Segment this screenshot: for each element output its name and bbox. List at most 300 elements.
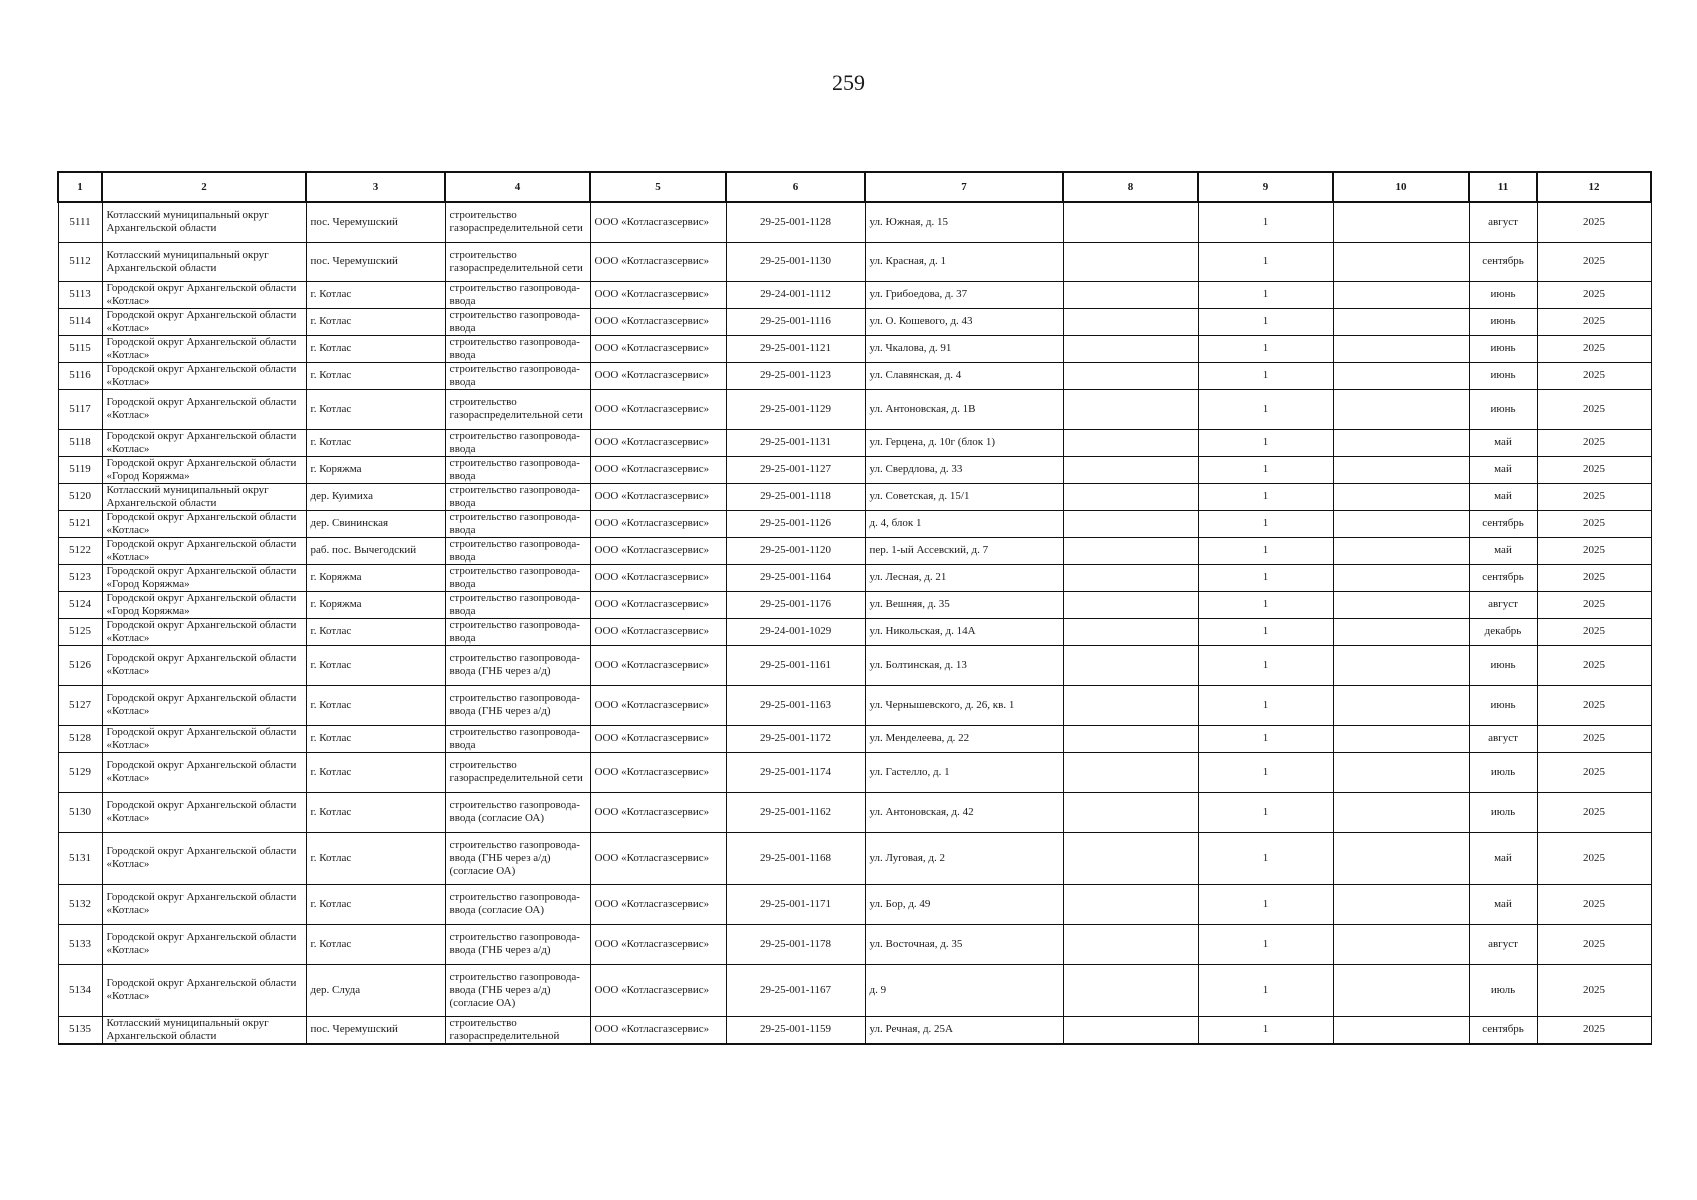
year-cell: 2025	[1537, 1016, 1651, 1044]
month-cell: июнь	[1469, 281, 1537, 308]
organization-cell: ООО «Котласгазсервис»	[590, 202, 726, 242]
row-number: 5134	[58, 964, 102, 1016]
row-number: 5125	[58, 618, 102, 645]
column-10-cell	[1333, 308, 1469, 335]
column-10-cell	[1333, 685, 1469, 725]
column-8-cell	[1063, 964, 1198, 1016]
municipality-cell: Городской округ Архангельской области «Котлас»	[102, 510, 306, 537]
column-8-cell	[1063, 792, 1198, 832]
column-10-cell	[1333, 281, 1469, 308]
month-cell: декабрь	[1469, 618, 1537, 645]
municipality-cell: Котласский муниципальный округ Архангельской области	[102, 483, 306, 510]
column-8-cell	[1063, 429, 1198, 456]
column-8-cell	[1063, 456, 1198, 483]
municipality-cell: Котласский муниципальный округ Архангельской области	[102, 242, 306, 281]
column-10-cell	[1333, 725, 1469, 752]
year-cell: 2025	[1537, 335, 1651, 362]
object-code-cell: 29-25-001-1128	[726, 202, 865, 242]
column-10-cell	[1333, 618, 1469, 645]
month-cell: июнь	[1469, 645, 1537, 685]
row-number: 5112	[58, 242, 102, 281]
column-10-cell	[1333, 645, 1469, 685]
object-code-cell: 29-25-001-1127	[726, 456, 865, 483]
table-row	[58, 335, 1651, 362]
year-cell: 2025	[1537, 242, 1651, 281]
object-code-cell: 29-24-001-1112	[726, 281, 865, 308]
month-cell: август	[1469, 591, 1537, 618]
row-number: 5122	[58, 537, 102, 564]
organization-cell: ООО «Котласгазсервис»	[590, 456, 726, 483]
column-8-cell	[1063, 884, 1198, 924]
column-8-cell	[1063, 1016, 1198, 1044]
row-number: 5133	[58, 924, 102, 964]
organization-cell: ООО «Котласгазсервис»	[590, 510, 726, 537]
work-type-cell: строительство газопровода-ввода (ГНБ через а/д) (согласие ОА)	[445, 832, 590, 884]
quantity-cell: 1	[1198, 1016, 1333, 1044]
address-cell: ул. Лесная, д. 21	[865, 564, 1063, 591]
quantity-cell: 1	[1198, 832, 1333, 884]
month-cell: сентябрь	[1469, 242, 1537, 281]
column-10-cell	[1333, 832, 1469, 884]
year-cell: 2025	[1537, 308, 1651, 335]
address-cell: пер. 1-ый Ассевский, д. 7	[865, 537, 1063, 564]
municipality-cell: Городской округ Архангельской области «Котлас»	[102, 308, 306, 335]
quantity-cell: 1	[1198, 884, 1333, 924]
table-row	[58, 202, 1651, 242]
work-type-cell: строительство газораспределительной	[445, 1016, 590, 1044]
table-row	[58, 308, 1651, 335]
address-cell: ул. Антоновская, д. 42	[865, 792, 1063, 832]
organization-cell: ООО «Котласгазсервис»	[590, 429, 726, 456]
year-cell: 2025	[1537, 591, 1651, 618]
column-header: 10	[1333, 172, 1469, 202]
year-cell: 2025	[1537, 924, 1651, 964]
year-cell: 2025	[1537, 281, 1651, 308]
quantity-cell: 1	[1198, 456, 1333, 483]
column-8-cell	[1063, 281, 1198, 308]
object-code-cell: 29-24-001-1029	[726, 618, 865, 645]
year-cell: 2025	[1537, 389, 1651, 429]
work-type-cell: строительство газораспределительной сети	[445, 752, 590, 792]
column-8-cell	[1063, 242, 1198, 281]
address-cell: ул. Свердлова, д. 33	[865, 456, 1063, 483]
settlement-cell: г. Котлас	[306, 389, 445, 429]
table-row	[58, 510, 1651, 537]
table-row	[58, 964, 1651, 1016]
quantity-cell: 1	[1198, 685, 1333, 725]
organization-cell: ООО «Котласгазсервис»	[590, 362, 726, 389]
settlement-cell: г. Котлас	[306, 685, 445, 725]
municipality-cell: Городской округ Архангельской области «Котлас»	[102, 537, 306, 564]
quantity-cell: 1	[1198, 242, 1333, 281]
quantity-cell: 1	[1198, 792, 1333, 832]
row-number: 5131	[58, 832, 102, 884]
address-cell: ул. Никольская, д. 14А	[865, 618, 1063, 645]
address-cell: ул. Болтинская, д. 13	[865, 645, 1063, 685]
column-10-cell	[1333, 537, 1469, 564]
quantity-cell: 1	[1198, 725, 1333, 752]
object-code-cell: 29-25-001-1161	[726, 645, 865, 685]
table-header-row	[58, 172, 1651, 202]
address-cell: ул. О. Кошевого, д. 43	[865, 308, 1063, 335]
year-cell: 2025	[1537, 483, 1651, 510]
object-code-cell: 29-25-001-1131	[726, 429, 865, 456]
column-8-cell	[1063, 564, 1198, 591]
column-8-cell	[1063, 389, 1198, 429]
column-header: 3	[306, 172, 445, 202]
work-type-cell: строительство газопровода-ввода	[445, 537, 590, 564]
settlement-cell: г. Котлас	[306, 884, 445, 924]
column-8-cell	[1063, 645, 1198, 685]
address-cell: ул. Герцена, д. 10г (блок 1)	[865, 429, 1063, 456]
column-10-cell	[1333, 792, 1469, 832]
work-type-cell: строительство газопровода-ввода (согласие ОА)	[445, 792, 590, 832]
object-code-cell: 29-25-001-1130	[726, 242, 865, 281]
organization-cell: ООО «Котласгазсервис»	[590, 1016, 726, 1044]
work-type-cell: строительство газопровода-ввода	[445, 510, 590, 537]
work-type-cell: строительство газопровода-ввода (ГНБ через а/д)	[445, 645, 590, 685]
work-type-cell: строительство газопровода-ввода	[445, 362, 590, 389]
work-type-cell: строительство газопровода-ввода (ГНБ через а/д)	[445, 685, 590, 725]
quantity-cell: 1	[1198, 924, 1333, 964]
table-row	[58, 242, 1651, 281]
row-number: 5123	[58, 564, 102, 591]
settlement-cell: дер. Слуда	[306, 964, 445, 1016]
column-8-cell	[1063, 483, 1198, 510]
column-10-cell	[1333, 362, 1469, 389]
column-header: 2	[102, 172, 306, 202]
quantity-cell: 1	[1198, 564, 1333, 591]
organization-cell: ООО «Котласгазсервис»	[590, 591, 726, 618]
table-row	[58, 924, 1651, 964]
row-number: 5116	[58, 362, 102, 389]
settlement-cell: г. Котлас	[306, 832, 445, 884]
organization-cell: ООО «Котласгазсервис»	[590, 792, 726, 832]
row-number: 5128	[58, 725, 102, 752]
work-type-cell: строительство газораспределительной сети	[445, 242, 590, 281]
municipality-cell: Городской округ Архангельской области «Котлас»	[102, 362, 306, 389]
month-cell: май	[1469, 456, 1537, 483]
work-type-cell: строительство газопровода-ввода	[445, 281, 590, 308]
object-code-cell: 29-25-001-1178	[726, 924, 865, 964]
settlement-cell: г. Котлас	[306, 725, 445, 752]
settlement-cell: г. Котлас	[306, 792, 445, 832]
address-cell: ул. Гастелло, д. 1	[865, 752, 1063, 792]
work-type-cell: строительство газораспределительной сети	[445, 202, 590, 242]
row-number: 5117	[58, 389, 102, 429]
organization-cell: ООО «Котласгазсервис»	[590, 884, 726, 924]
quantity-cell: 1	[1198, 618, 1333, 645]
month-cell: сентябрь	[1469, 564, 1537, 591]
table-row	[58, 281, 1651, 308]
organization-cell: ООО «Котласгазсервис»	[590, 725, 726, 752]
quantity-cell: 1	[1198, 281, 1333, 308]
address-cell: д. 4, блок 1	[865, 510, 1063, 537]
organization-cell: ООО «Котласгазсервис»	[590, 832, 726, 884]
year-cell: 2025	[1537, 792, 1651, 832]
settlement-cell: г. Котлас	[306, 362, 445, 389]
address-cell: ул. Луговая, д. 2	[865, 832, 1063, 884]
month-cell: июнь	[1469, 389, 1537, 429]
address-cell: ул. Бор, д. 49	[865, 884, 1063, 924]
settlement-cell: г. Котлас	[306, 924, 445, 964]
year-cell: 2025	[1537, 752, 1651, 792]
object-code-cell: 29-25-001-1167	[726, 964, 865, 1016]
quantity-cell: 1	[1198, 483, 1333, 510]
municipality-cell: Городской округ Архангельской области «Город Коряжма»	[102, 564, 306, 591]
year-cell: 2025	[1537, 645, 1651, 685]
organization-cell: ООО «Котласгазсервис»	[590, 242, 726, 281]
work-type-cell: строительство газопровода-ввода (ГНБ через а/д)	[445, 924, 590, 964]
object-code-cell: 29-25-001-1176	[726, 591, 865, 618]
year-cell: 2025	[1537, 456, 1651, 483]
row-number: 5126	[58, 645, 102, 685]
object-code-cell: 29-25-001-1116	[726, 308, 865, 335]
column-8-cell	[1063, 752, 1198, 792]
row-number: 5124	[58, 591, 102, 618]
address-cell: ул. Славянская, д. 4	[865, 362, 1063, 389]
column-10-cell	[1333, 335, 1469, 362]
organization-cell: ООО «Котласгазсервис»	[590, 964, 726, 1016]
object-code-cell: 29-25-001-1121	[726, 335, 865, 362]
table-row	[58, 725, 1651, 752]
object-code-cell: 29-25-001-1159	[726, 1016, 865, 1044]
organization-cell: ООО «Котласгазсервис»	[590, 308, 726, 335]
table-row	[58, 645, 1651, 685]
table-row	[58, 564, 1651, 591]
row-number: 5111	[58, 202, 102, 242]
quantity-cell: 1	[1198, 645, 1333, 685]
column-8-cell	[1063, 510, 1198, 537]
column-header: 11	[1469, 172, 1537, 202]
address-cell: ул. Южная, д. 15	[865, 202, 1063, 242]
year-cell: 2025	[1537, 685, 1651, 725]
municipality-cell: Котласский муниципальный округ Архангельской области	[102, 1016, 306, 1044]
row-number: 5129	[58, 752, 102, 792]
address-cell: ул. Чернышевского, д. 26, кв. 1	[865, 685, 1063, 725]
month-cell: май	[1469, 537, 1537, 564]
column-8-cell	[1063, 832, 1198, 884]
month-cell: июль	[1469, 752, 1537, 792]
municipality-cell: Городской округ Архангельской области «Котлас»	[102, 752, 306, 792]
address-cell: ул. Грибоедова, д. 37	[865, 281, 1063, 308]
municipality-cell: Городской округ Архангельской области «Котлас»	[102, 964, 306, 1016]
work-type-cell: строительство газопровода-ввода	[445, 308, 590, 335]
column-header: 1	[58, 172, 102, 202]
settlement-cell: г. Коряжма	[306, 456, 445, 483]
row-number: 5135	[58, 1016, 102, 1044]
municipality-cell: Городской округ Архангельской области «Котлас»	[102, 685, 306, 725]
row-number: 5120	[58, 483, 102, 510]
settlement-cell: г. Коряжма	[306, 564, 445, 591]
month-cell: май	[1469, 483, 1537, 510]
settlement-cell: пос. Черемушский	[306, 202, 445, 242]
work-type-cell: строительство газопровода-ввода	[445, 725, 590, 752]
quantity-cell: 1	[1198, 752, 1333, 792]
column-8-cell	[1063, 308, 1198, 335]
month-cell: июнь	[1469, 335, 1537, 362]
column-8-cell	[1063, 591, 1198, 618]
column-header: 4	[445, 172, 590, 202]
table-row	[58, 1016, 1651, 1044]
municipality-cell: Городской округ Архангельской области «Котлас»	[102, 429, 306, 456]
month-cell: май	[1469, 884, 1537, 924]
organization-cell: ООО «Котласгазсервис»	[590, 618, 726, 645]
municipality-cell: Городской округ Архангельской области «Котлас»	[102, 832, 306, 884]
address-cell: ул. Восточная, д. 35	[865, 924, 1063, 964]
organization-cell: ООО «Котласгазсервис»	[590, 335, 726, 362]
column-10-cell	[1333, 483, 1469, 510]
row-number: 5130	[58, 792, 102, 832]
column-header: 7	[865, 172, 1063, 202]
year-cell: 2025	[1537, 564, 1651, 591]
year-cell: 2025	[1537, 832, 1651, 884]
table-row	[58, 752, 1651, 792]
address-cell: ул. Чкалова, д. 91	[865, 335, 1063, 362]
settlement-cell: раб. пос. Вычегодский	[306, 537, 445, 564]
table-row	[58, 483, 1651, 510]
work-type-cell: строительство газопровода-ввода	[445, 591, 590, 618]
row-number: 5121	[58, 510, 102, 537]
settlement-cell: г. Коряжма	[306, 591, 445, 618]
object-code-cell: 29-25-001-1118	[726, 483, 865, 510]
table-row	[58, 456, 1651, 483]
organization-cell: ООО «Котласгазсервис»	[590, 924, 726, 964]
table-row	[58, 792, 1651, 832]
column-header: 8	[1063, 172, 1198, 202]
object-code-cell: 29-25-001-1162	[726, 792, 865, 832]
row-number: 5115	[58, 335, 102, 362]
settlement-cell: г. Котлас	[306, 618, 445, 645]
column-10-cell	[1333, 389, 1469, 429]
address-cell: ул. Речная, д. 25А	[865, 1016, 1063, 1044]
table-body	[58, 202, 1651, 1044]
column-8-cell	[1063, 537, 1198, 564]
object-code-cell: 29-25-001-1164	[726, 564, 865, 591]
quantity-cell: 1	[1198, 202, 1333, 242]
column-8-cell	[1063, 362, 1198, 389]
organization-cell: ООО «Котласгазсервис»	[590, 389, 726, 429]
row-number: 5127	[58, 685, 102, 725]
registry-table	[57, 171, 1652, 1045]
column-8-cell	[1063, 725, 1198, 752]
table-row	[58, 362, 1651, 389]
quantity-cell: 1	[1198, 362, 1333, 389]
month-cell: сентябрь	[1469, 510, 1537, 537]
quantity-cell: 1	[1198, 335, 1333, 362]
table-row	[58, 537, 1651, 564]
address-cell: д. 9	[865, 964, 1063, 1016]
table-row	[58, 429, 1651, 456]
municipality-cell: Городской округ Архангельской области «Котлас»	[102, 645, 306, 685]
month-cell: август	[1469, 924, 1537, 964]
quantity-cell: 1	[1198, 429, 1333, 456]
column-10-cell	[1333, 202, 1469, 242]
year-cell: 2025	[1537, 537, 1651, 564]
organization-cell: ООО «Котласгазсервис»	[590, 537, 726, 564]
settlement-cell: дер. Куимиха	[306, 483, 445, 510]
object-code-cell: 29-25-001-1168	[726, 832, 865, 884]
month-cell: июль	[1469, 792, 1537, 832]
table-row	[58, 618, 1651, 645]
table-row	[58, 591, 1651, 618]
column-10-cell	[1333, 924, 1469, 964]
object-code-cell: 29-25-001-1129	[726, 389, 865, 429]
column-10-cell	[1333, 964, 1469, 1016]
work-type-cell: строительство газопровода-ввода	[445, 456, 590, 483]
municipality-cell: Городской округ Архангельской области «Город Коряжма»	[102, 456, 306, 483]
work-type-cell: строительство газопровода-ввода	[445, 564, 590, 591]
column-header: 5	[590, 172, 726, 202]
year-cell: 2025	[1537, 884, 1651, 924]
work-type-cell: строительство газопровода-ввода (ГНБ через а/д) (согласие ОА)	[445, 964, 590, 1016]
column-10-cell	[1333, 242, 1469, 281]
row-number: 5118	[58, 429, 102, 456]
row-number: 5113	[58, 281, 102, 308]
quantity-cell: 1	[1198, 389, 1333, 429]
year-cell: 2025	[1537, 510, 1651, 537]
month-cell: август	[1469, 202, 1537, 242]
organization-cell: ООО «Котласгазсервис»	[590, 281, 726, 308]
table-row	[58, 685, 1651, 725]
object-code-cell: 29-25-001-1126	[726, 510, 865, 537]
month-cell: июль	[1469, 964, 1537, 1016]
work-type-cell: строительство газопровода-ввода	[445, 429, 590, 456]
year-cell: 2025	[1537, 429, 1651, 456]
municipality-cell: Городской округ Архангельской области «Город Коряжма»	[102, 591, 306, 618]
column-10-cell	[1333, 510, 1469, 537]
row-number: 5132	[58, 884, 102, 924]
month-cell: июнь	[1469, 308, 1537, 335]
column-10-cell	[1333, 456, 1469, 483]
municipality-cell: Котласский муниципальный округ Архангельской области	[102, 202, 306, 242]
column-8-cell	[1063, 685, 1198, 725]
month-cell: июнь	[1469, 685, 1537, 725]
municipality-cell: Городской округ Архангельской области «Котлас»	[102, 725, 306, 752]
month-cell: сентябрь	[1469, 1016, 1537, 1044]
work-type-cell: строительство газопровода-ввода	[445, 618, 590, 645]
column-8-cell	[1063, 618, 1198, 645]
quantity-cell: 1	[1198, 537, 1333, 564]
month-cell: август	[1469, 725, 1537, 752]
settlement-cell: г. Котлас	[306, 645, 445, 685]
column-10-cell	[1333, 1016, 1469, 1044]
address-cell: ул. Советская, д. 15/1	[865, 483, 1063, 510]
work-type-cell: строительство газопровода-ввода (согласие ОА)	[445, 884, 590, 924]
object-code-cell: 29-25-001-1174	[726, 752, 865, 792]
year-cell: 2025	[1537, 725, 1651, 752]
settlement-cell: пос. Черемушский	[306, 242, 445, 281]
settlement-cell: г. Котлас	[306, 752, 445, 792]
column-10-cell	[1333, 429, 1469, 456]
work-type-cell: строительство газопровода-ввода	[445, 483, 590, 510]
year-cell: 2025	[1537, 618, 1651, 645]
address-cell: ул. Антоновская, д. 1В	[865, 389, 1063, 429]
settlement-cell: дер. Свининская	[306, 510, 445, 537]
column-header: 6	[726, 172, 865, 202]
organization-cell: ООО «Котласгазсервис»	[590, 564, 726, 591]
column-10-cell	[1333, 884, 1469, 924]
municipality-cell: Городской округ Архангельской области «Котлас»	[102, 335, 306, 362]
organization-cell: ООО «Котласгазсервис»	[590, 685, 726, 725]
column-8-cell	[1063, 924, 1198, 964]
settlement-cell: г. Котлас	[306, 308, 445, 335]
year-cell: 2025	[1537, 362, 1651, 389]
object-code-cell: 29-25-001-1163	[726, 685, 865, 725]
settlement-cell: г. Котлас	[306, 429, 445, 456]
municipality-cell: Городской округ Архангельской области «Котлас»	[102, 924, 306, 964]
quantity-cell: 1	[1198, 591, 1333, 618]
